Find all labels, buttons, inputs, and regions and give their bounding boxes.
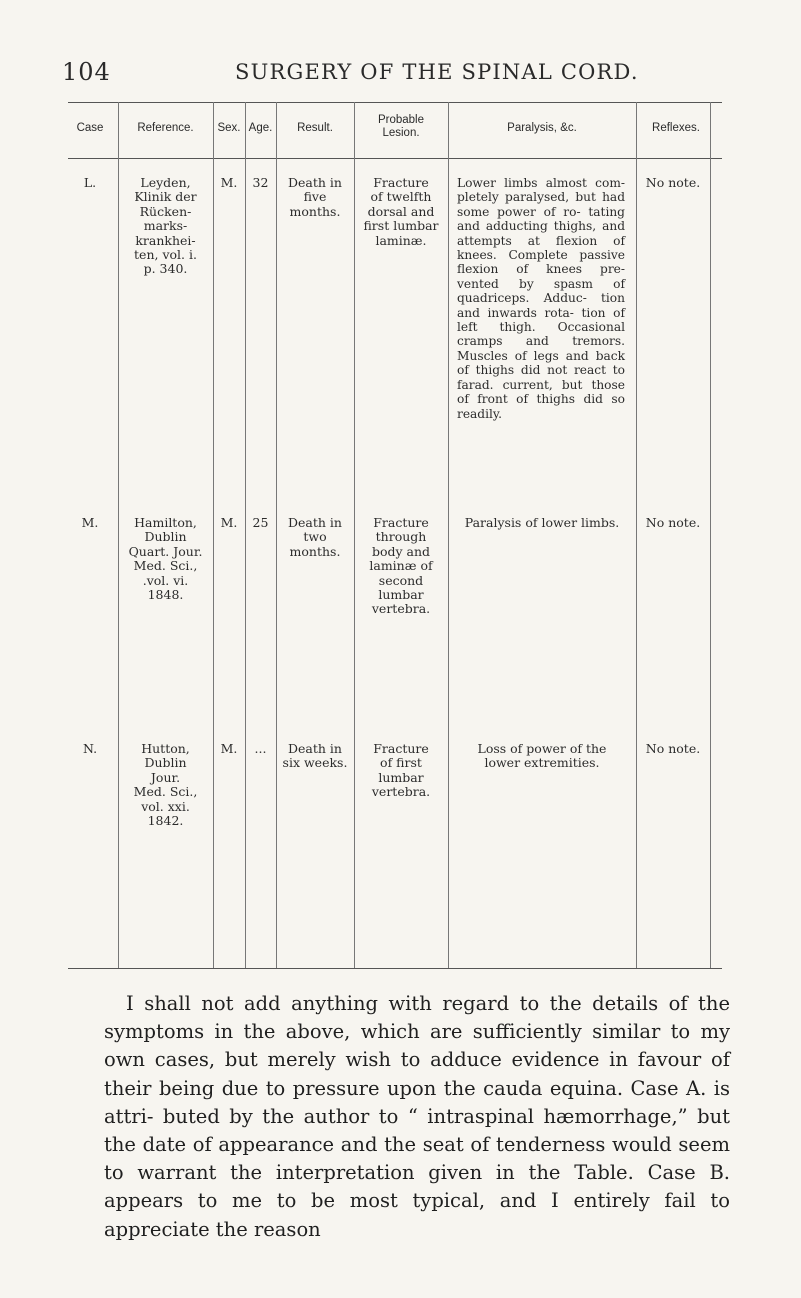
table-header-rule	[68, 158, 722, 159]
column-header-case: Case	[76, 122, 104, 134]
column-divider	[245, 102, 246, 968]
sex: M.	[220, 741, 238, 756]
body-paragraph: I shall not add anything with regard to the details of the symptoms in the above, which are sufficiently similar to my own cases, but merely wish to adduce evidence in favour of their being due to pressure upon the cauda equina. Case A. is attri- buted by the author to “ intraspinal hæmorrhage,” but the date of appearance and the seat of tenderness would seem to warrant the interpretation given in the Table. Case B. appears to me to be most typical, and I entirely fail to appreciate the reason	[104, 992, 730, 1241]
case-id: L.	[83, 175, 97, 190]
reflexes: No note.	[645, 515, 701, 530]
paralysis: Loss of power of the lower extremities.	[477, 741, 607, 771]
result: Death in five months.	[288, 175, 342, 219]
reference: Hutton, Dublin Jour. Med. Sci., vol. xxi. 1842.	[133, 741, 198, 829]
case-id: M.	[81, 515, 99, 530]
paralysis: Lower limbs almost com- pletely paralysed, but had some power of ro- tating and adducting thighs, and attempts at flexion of knees. Complete passive flexion of knees pre- vented by spasm of quadriceps. Adduc- tion and inwards rota- tion of left thigh. Occasional cramps and tremors. Muscles of legs and back of thighs did not react to farad. current, but those of front of thighs did so readily.	[457, 176, 625, 421]
reflexes: No note.	[645, 175, 701, 190]
column-divider	[636, 102, 637, 968]
table-bottom-rule	[68, 968, 722, 969]
column-divider	[448, 102, 449, 968]
reference: Leyden, Klinik der Rücken- marks- krankhei- ten, vol. i. p. 340.	[134, 175, 197, 277]
result: Death in six weeks.	[282, 741, 348, 771]
page-number: 104	[62, 58, 111, 86]
page-header	[0, 58, 801, 92]
case-table	[68, 102, 722, 970]
column-header-lesion: Probable Lesion.	[377, 114, 425, 139]
sex: M.	[220, 515, 238, 530]
reference: Hamilton, Dublin Quart. Jour. Med. Sci., .vol. vi. 1848.	[128, 515, 203, 603]
column-header-result: Result.	[297, 122, 333, 134]
column-header-age: Age.	[248, 122, 273, 134]
result: Death in two months.	[288, 515, 342, 559]
probable-lesion: Fracture of first lumbar vertebra.	[371, 741, 431, 800]
probable-lesion: Fracture of twelfth dorsal and first lumbar laminæ.	[363, 175, 439, 248]
age: ...	[254, 741, 267, 756]
age: 32	[252, 175, 269, 190]
column-header-paralysis: Paralysis, &c.	[507, 122, 577, 134]
table-top-rule	[68, 102, 722, 103]
column-header-sex: Sex.	[217, 122, 241, 134]
column-divider	[213, 102, 214, 968]
running-title: SURGERY OF THE SPINAL CORD.	[235, 60, 639, 84]
column-divider	[710, 102, 711, 968]
column-header-reflexes: Reflexes.	[652, 122, 700, 134]
probable-lesion: Fracture through body and laminæ of second lumbar vertebra.	[369, 515, 433, 617]
case-id: N.	[82, 741, 98, 756]
paralysis: Paralysis of lower limbs.	[464, 515, 620, 530]
sex: M.	[220, 175, 238, 190]
column-header-reference: Reference.	[137, 122, 194, 134]
age: 25	[252, 515, 269, 530]
body-text	[104, 990, 730, 1244]
reflexes: No note.	[645, 741, 701, 756]
